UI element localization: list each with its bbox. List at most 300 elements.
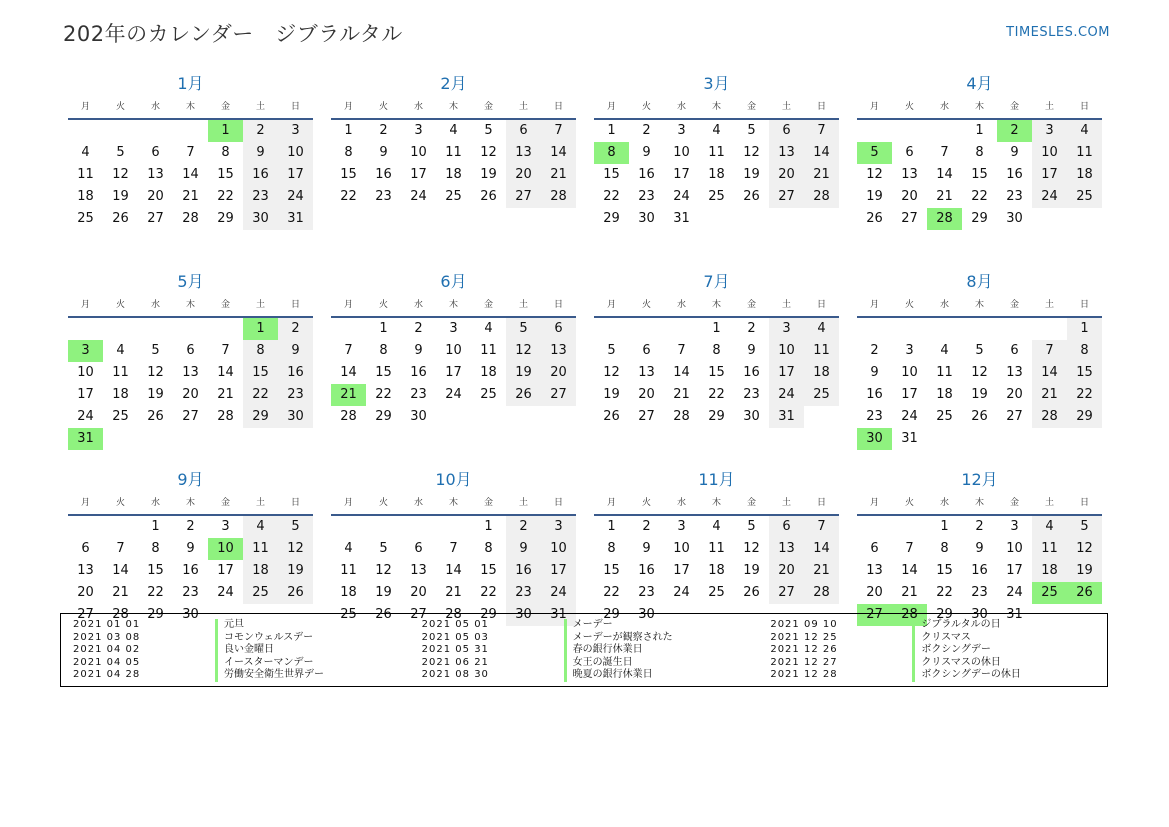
holiday-row [61,657,410,670]
day-cell: 3 [905,343,914,358]
day-cell: 4 [449,123,458,138]
day-cell: 23 [410,387,427,402]
weekday-label: 金 [483,300,493,310]
day-cell: 26 [743,189,760,204]
day-cell: 10 [1006,541,1023,556]
month-title: 12月 [961,470,998,489]
day-cell: 10 [1032,142,1067,164]
day-cell: 2 [975,519,984,534]
day-cell: 8 [484,541,493,556]
holiday-date: 2021 12 25 [770,631,838,643]
day-cell: 10 [769,340,804,362]
day-cell: 5 [379,541,388,556]
weekday-header [594,492,839,516]
holiday-name: クリスマスの休日 [912,657,1001,670]
weekday-label: 日 [816,300,826,310]
day-cell: 3 [1032,120,1067,142]
day-cell: 29 [243,406,278,428]
day-cell: 19 [971,387,988,402]
day-cell: 3 [414,123,423,138]
day-cell: 14 [217,365,234,380]
holiday-date: 2021 05 31 [421,644,489,655]
month-8 [857,270,1102,458]
day-cell: 18 [708,167,725,182]
day-blank [857,120,892,142]
day-cell: 12 [506,340,541,362]
weekday-label: 木 [974,102,984,112]
holiday-day: 8 [594,142,629,164]
day-cell: 11 [77,167,94,182]
holiday-row [410,632,759,645]
day-cell: 5 [506,318,541,340]
day-cell: 18 [1032,560,1067,582]
day-cell: 18 [243,560,278,582]
weekday-label: 金 [1009,102,1019,112]
day-cell: 19 [480,167,497,182]
weekday-label: 土 [781,102,791,112]
day-cell: 20 [410,585,427,600]
day-cell: 22 [1067,384,1102,406]
weekday-label: 水 [939,498,949,508]
day-blank [331,318,366,340]
day-cell: 7 [940,145,949,160]
day-cell: 11 [804,340,839,362]
day-cell: 10 [445,343,462,358]
weekday-label: 木 [448,300,458,310]
day-cell: 14 [340,365,357,380]
day-cell: 11 [1032,538,1067,560]
day-cell: 4 [712,519,721,534]
day-cell: 26 [112,211,129,226]
holiday-day: 25 [1032,582,1067,604]
day-cell: 13 [769,142,804,164]
day-cell: 25 [708,585,725,600]
weekday-header [857,96,1102,120]
holiday-day: 28 [892,604,927,626]
weekday-label: 月 [343,102,353,112]
day-cell: 26 [506,384,541,406]
month-7 [594,270,839,458]
day-cell: 3 [769,318,804,340]
day-cell: 12 [278,538,313,560]
day-cell: 7 [677,343,686,358]
day-cell: 31 [673,211,690,226]
day-cell: 1 [940,519,949,534]
month-title: 7月 [703,272,730,291]
day-cell: 31 [278,208,313,230]
weekday-header [594,96,839,120]
day-cell: 27 [77,607,94,622]
day-cell: 7 [804,120,839,142]
weekday-label: 日 [1079,498,1089,508]
weekday-label: 水 [939,102,949,112]
day-cell: 1 [344,123,353,138]
day-cell: 11 [708,541,725,556]
day-cell: 6 [905,145,914,160]
day-blank [664,318,699,340]
day-cell: 17 [769,362,804,384]
day-blank [68,318,103,340]
day-cell: 13 [1006,365,1023,380]
day-cell: 14 [804,142,839,164]
day-cell: 16 [182,563,199,578]
weekday-label: 日 [290,102,300,112]
holiday-row [758,644,1107,657]
day-blank [103,120,138,142]
day-cell: 15 [603,167,620,182]
day-cell: 22 [217,189,234,204]
day-cell: 30 [638,607,655,622]
weekday-label: 木 [974,498,984,508]
day-blank [892,318,927,340]
weekday-header [68,492,313,516]
page-title: 202年のカレンダー ジブラルタル [63,22,403,46]
day-cell: 24 [673,585,690,600]
day-cell: 13 [866,563,883,578]
day-cell: 31 [769,406,804,428]
day-cell: 13 [182,365,199,380]
weekday-label: 日 [816,102,826,112]
weekday-label: 土 [255,498,265,508]
day-cell: 21 [445,585,462,600]
holiday-name: 女王の誕生日 [564,657,633,670]
day-cell: 3 [541,516,576,538]
day-cell: 17 [77,387,94,402]
weekday-label: 火 [641,102,651,112]
day-cell: 10 [901,365,918,380]
site-logo[interactable]: TIMESLES.COM [1006,25,1110,40]
day-cell: 6 [506,120,541,142]
day-cell: 17 [673,167,690,182]
month-2 [331,72,576,260]
day-cell: 11 [340,563,357,578]
holiday-row [758,632,1107,645]
weekday-label: 水 [150,498,160,508]
day-cell: 9 [870,365,879,380]
weekday-label: 土 [518,498,528,508]
day-cell: 29 [936,607,953,622]
weekday-label: 水 [150,102,160,112]
day-cell: 6 [870,541,879,556]
day-cell: 8 [151,541,160,556]
day-cell: 19 [1067,560,1102,582]
day-grid [331,318,576,428]
day-cell: 13 [77,563,94,578]
weekday-label: 金 [746,498,756,508]
holiday-date: 2021 05 03 [421,631,489,643]
day-cell: 28 [182,211,199,226]
day-cell: 25 [340,607,357,622]
day-cell: 21 [541,164,576,186]
day-cell: 20 [866,585,883,600]
day-cell: 23 [375,189,392,204]
day-cell: 1 [1067,318,1102,340]
holiday-day: 1 [243,318,278,340]
holiday-column [758,619,1107,686]
weekday-label: 月 [606,300,616,310]
day-cell: 26 [971,409,988,424]
day-cell: 30 [278,406,313,428]
day-blank [927,120,962,142]
day-cell: 10 [541,538,576,560]
day-blank [962,318,997,340]
weekday-label: 水 [939,300,949,310]
day-blank [629,318,664,340]
day-cell: 25 [77,211,94,226]
day-cell: 14 [112,563,129,578]
weekday-label: 月 [869,498,879,508]
day-cell: 16 [243,164,278,186]
day-cell: 27 [769,186,804,208]
day-cell: 28 [340,409,357,424]
holiday-row [758,619,1107,632]
weekday-label: 土 [1044,300,1054,310]
weekday-label: 火 [378,300,388,310]
day-blank [892,516,927,538]
day-cell: 17 [410,167,427,182]
day-cell: 7 [1032,340,1067,362]
month-title: 11月 [698,470,735,489]
weekday-label: 土 [518,102,528,112]
holiday-row [61,644,410,657]
day-cell: 25 [708,189,725,204]
day-cell: 18 [77,189,94,204]
day-cell: 22 [603,189,620,204]
day-cell: 14 [182,167,199,182]
day-cell: 12 [480,145,497,160]
weekday-label: 金 [746,300,756,310]
day-cell: 10 [410,145,427,160]
weekday-label: 月 [606,498,616,508]
day-cell: 16 [410,365,427,380]
day-cell: 22 [936,585,953,600]
day-cell: 26 [375,607,392,622]
day-cell: 23 [182,585,199,600]
holiday-day: 3 [68,340,103,362]
day-cell: 17 [1032,164,1067,186]
day-cell: 13 [638,365,655,380]
day-grid [857,516,1102,626]
month-title: 3月 [703,74,730,93]
day-cell: 27 [182,409,199,424]
weekday-label: 火 [641,498,651,508]
day-cell: 23 [243,186,278,208]
day-cell: 6 [81,541,90,556]
day-cell: 15 [375,365,392,380]
day-cell: 21 [112,585,129,600]
day-cell: 25 [445,189,462,204]
holiday-column [410,619,759,686]
day-cell: 25 [804,384,839,406]
holiday-name: メーデー [564,619,613,632]
weekday-label: 土 [781,300,791,310]
day-cell: 2 [243,120,278,142]
day-cell: 8 [379,343,388,358]
weekday-label: 日 [1079,300,1089,310]
holiday-date: 2021 04 02 [73,644,141,655]
day-cell: 22 [603,585,620,600]
day-cell: 21 [936,189,953,204]
day-cell: 26 [743,585,760,600]
day-cell: 23 [743,387,760,402]
day-cell: 2 [379,123,388,138]
weekday-label: 火 [115,300,125,310]
day-cell: 6 [1010,343,1019,358]
day-cell: 8 [975,145,984,160]
weekday-header [857,492,1102,516]
weekday-label: 木 [448,498,458,508]
weekday-label: 月 [80,498,90,508]
day-cell: 14 [804,538,839,560]
holiday-name: クリスマス [912,632,971,645]
weekday-header [68,96,313,120]
day-cell: 16 [506,560,541,582]
day-cell: 27 [638,409,655,424]
day-cell: 4 [712,123,721,138]
day-cell: 23 [278,384,313,406]
day-cell: 11 [480,343,497,358]
holiday-name: 晩夏の銀行休業日 [564,669,653,682]
day-cell: 1 [607,519,616,534]
holiday-date: 2021 12 26 [770,644,838,655]
day-cell: 21 [901,585,918,600]
day-cell: 17 [445,365,462,380]
weekday-label: 月 [343,300,353,310]
day-cell: 28 [541,186,576,208]
month-1 [68,72,313,260]
day-cell: 19 [506,362,541,384]
day-cell: 16 [638,167,655,182]
day-cell: 18 [112,387,129,402]
day-cell: 15 [480,563,497,578]
day-blank [208,318,243,340]
day-cell: 12 [112,167,129,182]
day-cell: 15 [1067,362,1102,384]
day-cell: 23 [1006,189,1023,204]
day-cell: 24 [77,409,94,424]
day-blank [857,318,892,340]
day-cell: 17 [278,164,313,186]
day-cell: 10 [278,142,313,164]
day-cell: 10 [673,541,690,556]
day-cell: 22 [147,585,164,600]
day-cell: 26 [603,409,620,424]
day-cell: 21 [217,387,234,402]
day-cell: 17 [673,563,690,578]
month-5 [68,270,313,458]
weekday-label: 日 [290,300,300,310]
weekday-label: 日 [290,498,300,508]
day-cell: 13 [147,167,164,182]
day-cell: 23 [638,585,655,600]
day-cell: 15 [243,362,278,384]
day-cell: 18 [1067,164,1102,186]
day-cell: 27 [769,582,804,604]
day-cell: 21 [804,164,839,186]
day-cell: 18 [480,365,497,380]
holiday-date: 2021 06 21 [421,656,489,668]
weekday-label: 月 [80,300,90,310]
day-cell: 12 [147,365,164,380]
day-cell: 28 [1032,406,1067,428]
weekday-label: 木 [185,102,195,112]
weekday-label: 木 [711,102,721,112]
weekday-label: 金 [1009,300,1019,310]
day-cell: 8 [344,145,353,160]
day-cell: 23 [506,582,541,604]
day-cell: 5 [151,343,160,358]
day-cell: 3 [1010,519,1019,534]
day-cell: 2 [642,123,651,138]
day-cell: 1 [379,321,388,336]
holiday-name: メーデーが観察された [564,632,673,645]
day-cell: 16 [1006,167,1023,182]
day-cell: 4 [804,318,839,340]
weekday-label: 金 [483,102,493,112]
holiday-date: 2021 05 01 [421,619,489,630]
weekday-label: 木 [711,300,721,310]
weekday-header [857,294,1102,318]
day-cell: 13 [506,142,541,164]
day-cell: 5 [607,343,616,358]
day-cell: 18 [445,167,462,182]
holiday-day: 26 [1067,582,1102,604]
day-cell: 15 [340,167,357,182]
day-cell: 16 [866,387,883,402]
day-cell: 1 [484,519,493,534]
day-cell: 9 [1010,145,1019,160]
holiday-row [61,619,410,632]
weekday-label: 月 [80,102,90,112]
weekday-label: 木 [711,498,721,508]
day-cell: 21 [1032,384,1067,406]
day-cell: 11 [112,365,129,380]
day-cell: 9 [975,541,984,556]
weekday-label: 水 [150,300,160,310]
day-cell: 2 [747,321,756,336]
day-cell: 29 [1067,406,1102,428]
weekday-label: 日 [553,300,563,310]
month-title: 10月 [435,470,472,489]
day-cell: 1 [975,123,984,138]
day-cell: 10 [673,145,690,160]
day-cell: 22 [480,585,497,600]
day-cell: 29 [971,211,988,226]
day-cell: 29 [603,607,620,622]
day-cell: 16 [743,365,760,380]
day-cell: 2 [870,343,879,358]
day-cell: 24 [1032,186,1067,208]
day-cell: 16 [375,167,392,182]
day-cell: 19 [278,560,313,582]
weekday-header [331,96,576,120]
day-cell: 1 [607,123,616,138]
day-cell: 6 [151,145,160,160]
day-cell: 30 [410,409,427,424]
day-blank [927,318,962,340]
day-cell: 23 [638,189,655,204]
day-cell: 8 [607,541,616,556]
weekday-label: 土 [1044,498,1054,508]
weekday-label: 月 [343,498,353,508]
weekday-label: 火 [904,498,914,508]
weekday-label: 水 [413,300,423,310]
day-cell: 20 [638,387,655,402]
day-blank [1032,318,1067,340]
day-blank [366,516,401,538]
weekday-header [594,294,839,318]
day-cell: 9 [186,541,195,556]
